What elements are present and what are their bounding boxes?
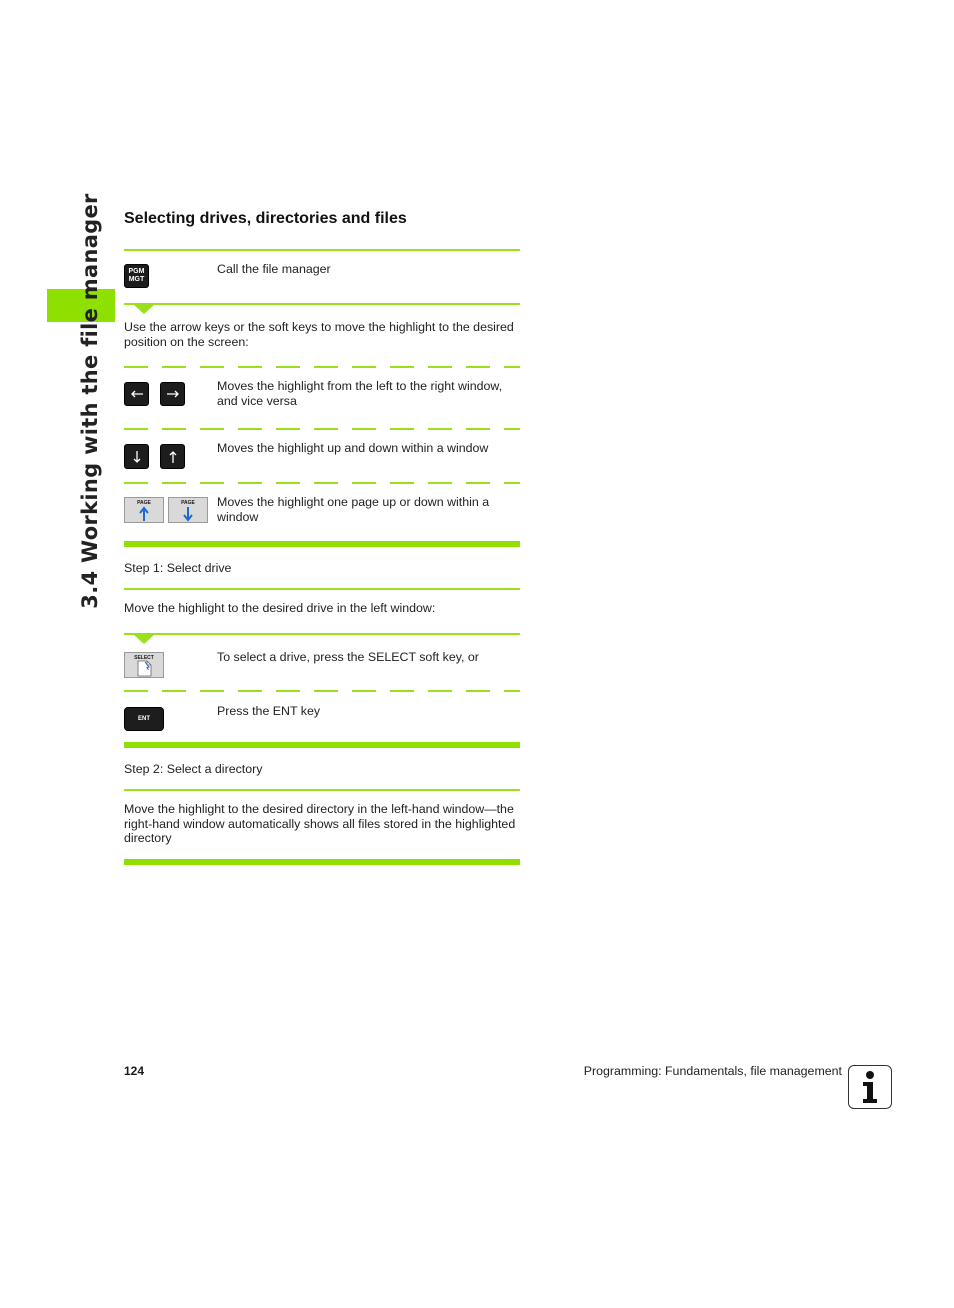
select-softkey[interactable] xyxy=(124,652,164,678)
page-number: 124 xyxy=(124,1064,145,1078)
arrow-right-key[interactable] xyxy=(160,382,185,406)
step1-label: Step 1: Select drive xyxy=(124,561,232,575)
running-title: Programming: Fundamentals, file management xyxy=(583,1064,842,1078)
arrow-up-icon xyxy=(139,506,149,522)
arrow-left-key[interactable] xyxy=(124,382,149,406)
arrow-left-icon xyxy=(130,390,144,398)
arrow-down-icon xyxy=(134,635,154,644)
ent-key-label: ENT xyxy=(138,716,150,722)
section-bar xyxy=(124,541,520,547)
step1-description: Move the highlight to the desired drive in the left window: xyxy=(124,601,436,615)
page-description: Moves the highlight one page up or down within a window xyxy=(217,495,490,524)
step2-label: Step 2: Select a directory xyxy=(124,762,263,776)
arrow-down-icon xyxy=(134,305,154,314)
pgm-mgt-key-label-2: MGT xyxy=(128,276,145,283)
pgm-mgt-key-label-1: PGM xyxy=(128,268,145,275)
section-heading: Selecting drives, directories and files xyxy=(124,210,407,227)
divider xyxy=(124,633,520,635)
arrow-right-icon xyxy=(166,390,180,398)
select-description: To select a drive, press the SELECT soft key, or xyxy=(217,650,479,664)
divider xyxy=(124,789,520,791)
up-down-description: Moves the highlight up and down within a window xyxy=(217,441,489,455)
page-up-softkey[interactable] xyxy=(124,497,164,523)
document-select-icon xyxy=(136,660,154,677)
arrow-up-key[interactable] xyxy=(160,444,185,469)
arrow-down-icon xyxy=(183,506,193,522)
divider xyxy=(124,249,520,251)
page-down-softkey[interactable] xyxy=(168,497,208,523)
pgm-mgt-key[interactable] xyxy=(124,264,149,288)
dashed-divider xyxy=(124,690,520,692)
pgm-mgt-description: Call the file manager xyxy=(217,262,331,276)
ent-key[interactable] xyxy=(124,707,164,731)
dashed-divider xyxy=(124,482,520,484)
arrow-down-icon xyxy=(133,450,141,464)
arrow-up-icon xyxy=(169,450,177,464)
arrow-down-key[interactable] xyxy=(124,444,149,469)
page-up-softkey-label: PAGE xyxy=(137,500,151,506)
info-icon xyxy=(848,1065,892,1109)
select-softkey-label: SELECT xyxy=(134,655,154,661)
ent-description: Press the ENT key xyxy=(217,704,321,718)
left-right-description: Moves the highlight from the left to the right window, and vice versa xyxy=(217,379,503,408)
page-down-softkey-label: PAGE xyxy=(181,500,195,506)
dashed-divider xyxy=(124,428,520,430)
divider xyxy=(124,588,520,590)
step2-description: Move the highlight to the desired directory in the left-hand window—the right-hand window automatically shows all files stored in the highlighted directory xyxy=(124,802,516,845)
divider xyxy=(124,303,520,305)
intro-text: Use the arrow keys or the soft keys to move the highlight to the desired position on the screen: xyxy=(124,320,514,349)
chapter-title: 3.4 Working with the file manager xyxy=(78,193,102,609)
info-glyph xyxy=(849,1066,890,1107)
section-bar xyxy=(124,742,520,748)
dashed-divider xyxy=(124,366,520,368)
section-bar xyxy=(124,859,520,865)
